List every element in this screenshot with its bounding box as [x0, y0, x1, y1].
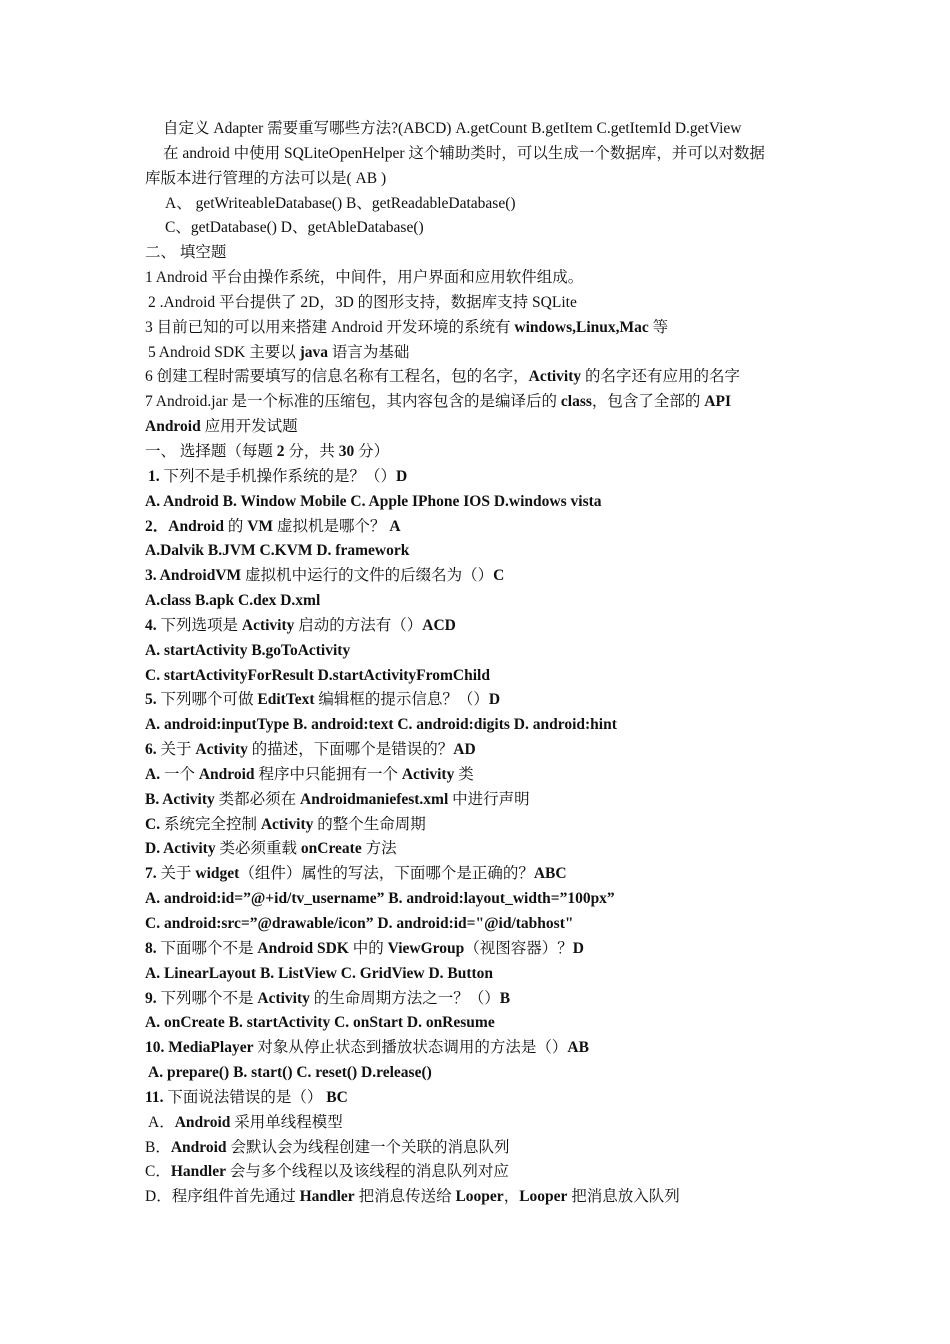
answer-options: A. LinearLayout B. ListView C. GridView D. Button — [145, 964, 494, 982]
answer-options: C. android:src=”@drawable/icon” D. android:id="@id/tabhost" — [145, 915, 574, 932]
answer-options: C. startActivityForResult D.startActivityFromChild — [145, 666, 490, 684]
question: 3. AndroidVM 虚拟机中运行的文件的后缀名为（）C — [145, 567, 505, 585]
answer-option: C．Handler 会与多个线程以及该线程的消息队列对应 — [145, 1163, 509, 1181]
answer-options: A. startActivity B.goToActivity — [145, 641, 351, 659]
text-line: 3 目前已知的可以用来搭建 Android 开发环境的系统有 windows,Linux,Mac 等 — [145, 318, 669, 336]
text-line: 5 Android SDK 主要以 java 语言为基础 — [148, 343, 410, 361]
text-line: 6 创建工程时需要填写的信息名称有工程名，包的名字，Activity 的名字还有应用的名字 — [145, 368, 741, 386]
document-body — [0, 117, 950, 1210]
question: 4. 下列选项是 Activity 启动的方法有（）ACD — [145, 616, 456, 634]
question: 11. 下面说法错误的是（） BC — [145, 1088, 348, 1106]
answer-option: A. 一个 Android 程序中只能拥有一个 Activity 类 — [145, 765, 474, 783]
answer-options: A.Dalvik B.JVM C.KVM D. framework — [145, 542, 410, 560]
answer-option: B. Activity 类都必须在 Androidmaniefest.xml 中进行声明 — [145, 790, 530, 808]
answer-options: A. Android B. Window Mobile C. Apple IPhone IOS D.windows vista — [145, 492, 602, 510]
answer-options: A. android:inputType B. android:text C. android:digits D. android:hint — [145, 716, 617, 734]
text-line: A、 getWriteableDatabase() B、getReadableDatabase() — [165, 194, 516, 212]
question: 9. 下列哪个不是 Activity 的生命周期方法之一？（）B — [145, 989, 511, 1007]
text-line: 库版本进行管理的方法可以是( AB ) — [145, 169, 387, 187]
answer-options: A. onCreate B. startActivity C. onStart D. onResume — [145, 1014, 495, 1032]
question: 5. 下列哪个可做 EditText 编辑框的提示信息？（）D — [145, 691, 501, 709]
section-heading: 一、 选择题（每题 2 分，共 30 分） — [145, 442, 390, 460]
text-line: 7 Android.jar 是一个标准的压缩包，其内容包含的是编译后的 class，包含了全部的 API — [145, 393, 731, 411]
question: 8. 下面哪个不是 Android SDK 中的 ViewGroup（视图容器）？D — [145, 939, 584, 957]
text-line: 自定义 Adapter 需要重写哪些方法?(ABCD) A.getCount B.getItem C.getItemId D.getView — [163, 120, 742, 137]
answer-options: A. prepare() B. start() C. reset() D.release() — [148, 1064, 432, 1082]
answer-option: A．Android 采用单线程模型 — [148, 1113, 343, 1131]
answer-option: B．Android 会默认会为线程创建一个关联的消息队列 — [145, 1138, 510, 1156]
question: 2．Android 的 VM 虚拟机是哪个？ A — [145, 517, 401, 535]
text-line: 2 .Android 平台提供了 2D，3D 的图形支持，数据库支持 SQLite — [148, 293, 577, 311]
question: 7. 关于 widget（组件）属性的写法，下面哪个是正确的？ABC — [145, 865, 567, 883]
question: 1. 下列不是手机操作系统的是？（）D — [148, 467, 408, 485]
question: 10. MediaPlayer 对象从停止状态到播放状态调用的方法是（）AB — [145, 1039, 589, 1057]
text-line: 在 android 中使用 SQLiteOpenHelper 这个辅助类时，可以生成一个数据库，并可以对数据 — [163, 144, 765, 162]
text-line: C、getDatabase() D、getAbleDatabase() — [165, 219, 424, 237]
document-title: Android 应用开发试题 — [145, 418, 298, 436]
text-line: 1 Android 平台由操作系统，中间件，用户界面和应用软件组成。 — [145, 269, 584, 287]
question: 6. 关于 Activity 的描述，下面哪个是错误的？AD — [145, 741, 476, 759]
section-heading: 二、 填空题 — [145, 244, 227, 262]
answer-option: D．程序组件首先通过 Handler 把消息传送给 Looper，Looper 把消息放入队列 — [145, 1188, 680, 1206]
answer-options: A.class B.apk C.dex D.xml — [145, 592, 321, 610]
answer-option: D. Activity 类必须重载 onCreate 方法 — [145, 840, 397, 858]
answer-option: C. 系统完全控制 Activity 的整个生命周期 — [145, 815, 426, 833]
answer-options: A. android:id=”@+id/tv_username” B. android:layout_width=”100px” — [145, 890, 615, 908]
